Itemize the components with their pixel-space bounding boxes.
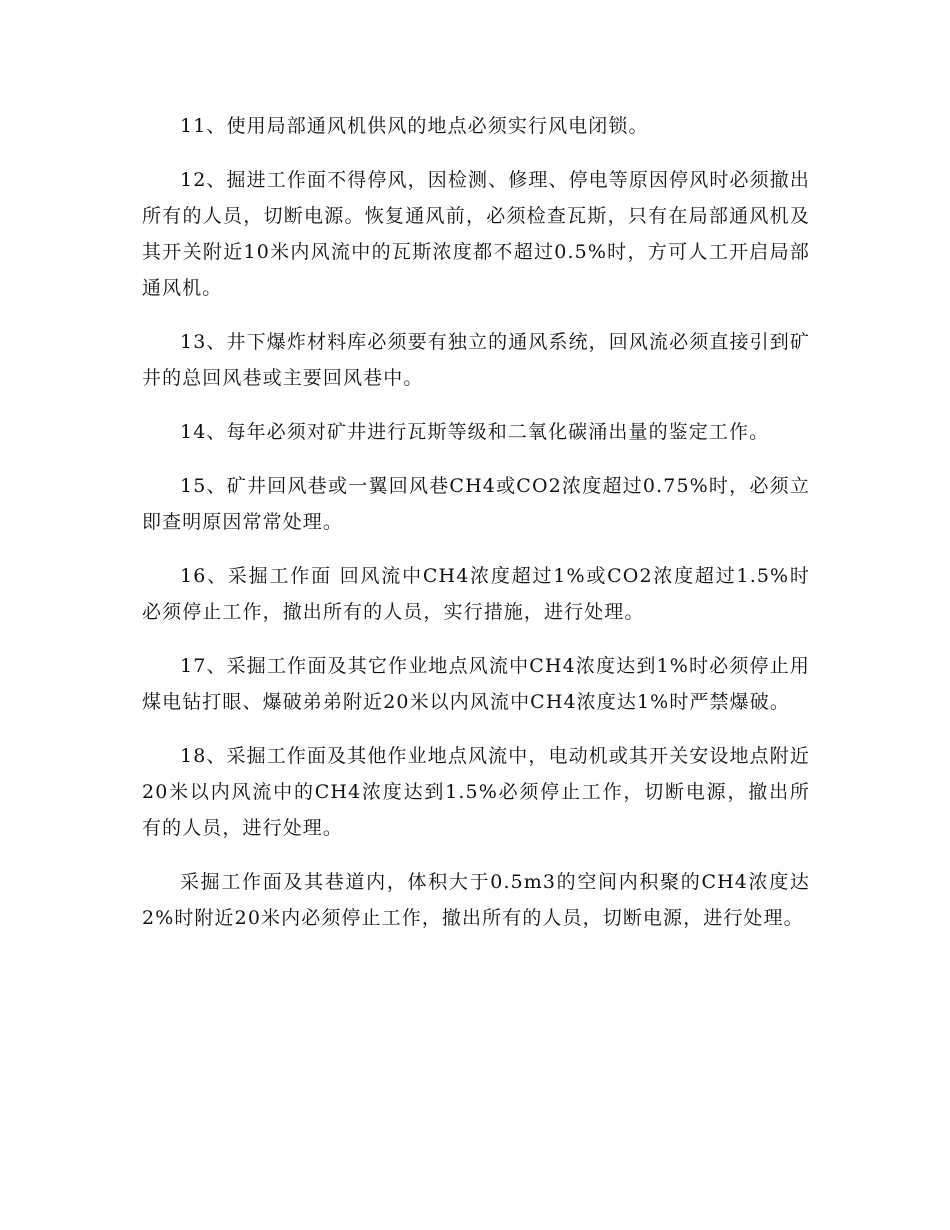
paragraph-item-11: 11、使用局部通风机供风的地点必须实行风电闭锁。 [180, 115, 649, 137]
paragraph-item-14: 14、每年必须对矿井进行瓦斯等级和二氧化碳涌出量的鉴定工作。 [180, 421, 770, 443]
paragraph-item-12: 12、掘进工作面不得停风，因检测、修理、停电等原因停风时必须撤出所有的人员，切断电源。恢复通风前，必须检查瓦斯，只有在局部通风机及其开关附近10米内风流中的瓦斯浓度都不超过0.5%时，方可人工开启局部通风机。 [142, 169, 810, 299]
paragraph-item-13: 13、井下爆炸材料库必须要有独立的通风系统，回风流必须直接引到矿井的总回风巷或主要回风巷中。 [142, 331, 810, 389]
document-body [142, 108, 810, 954]
paragraph-item-18: 18、采掘工作面及其他作业地点风流中，电动机或其开关安设地点附近20米以内风流中的CH4浓度达到1.5%必须停止工作，切断电源，撤出所有的人员，进行处理。 [142, 745, 810, 839]
paragraph-item-15: 15、矿井回风巷或一翼回风巷CH4或CO2浓度超过0.75%时，必须立即查明原因常常处理。 [142, 475, 810, 533]
paragraph-item-17: 17、采掘工作面及其它作业地点风流中CH4浓度达到1%时必须停止用煤电钻打眼、爆破弟弟附近20米以内风流中CH4浓度达1%时严禁爆破。 [142, 655, 810, 713]
paragraph-item-ch4-accumulation: 采掘工作面及其巷道内，体积大于0.5m3的空间内积聚的CH4浓度达2%时附近20米内必须停止工作，撤出所有的人员，切断电源，进行处理。 [142, 871, 810, 929]
paragraph-item-16: 16、采掘工作面 回风流中CH4浓度超过1%或CO2浓度超过1.5%时必须停止工作，撤出所有的人员，实行措施，进行处理。 [142, 565, 810, 623]
